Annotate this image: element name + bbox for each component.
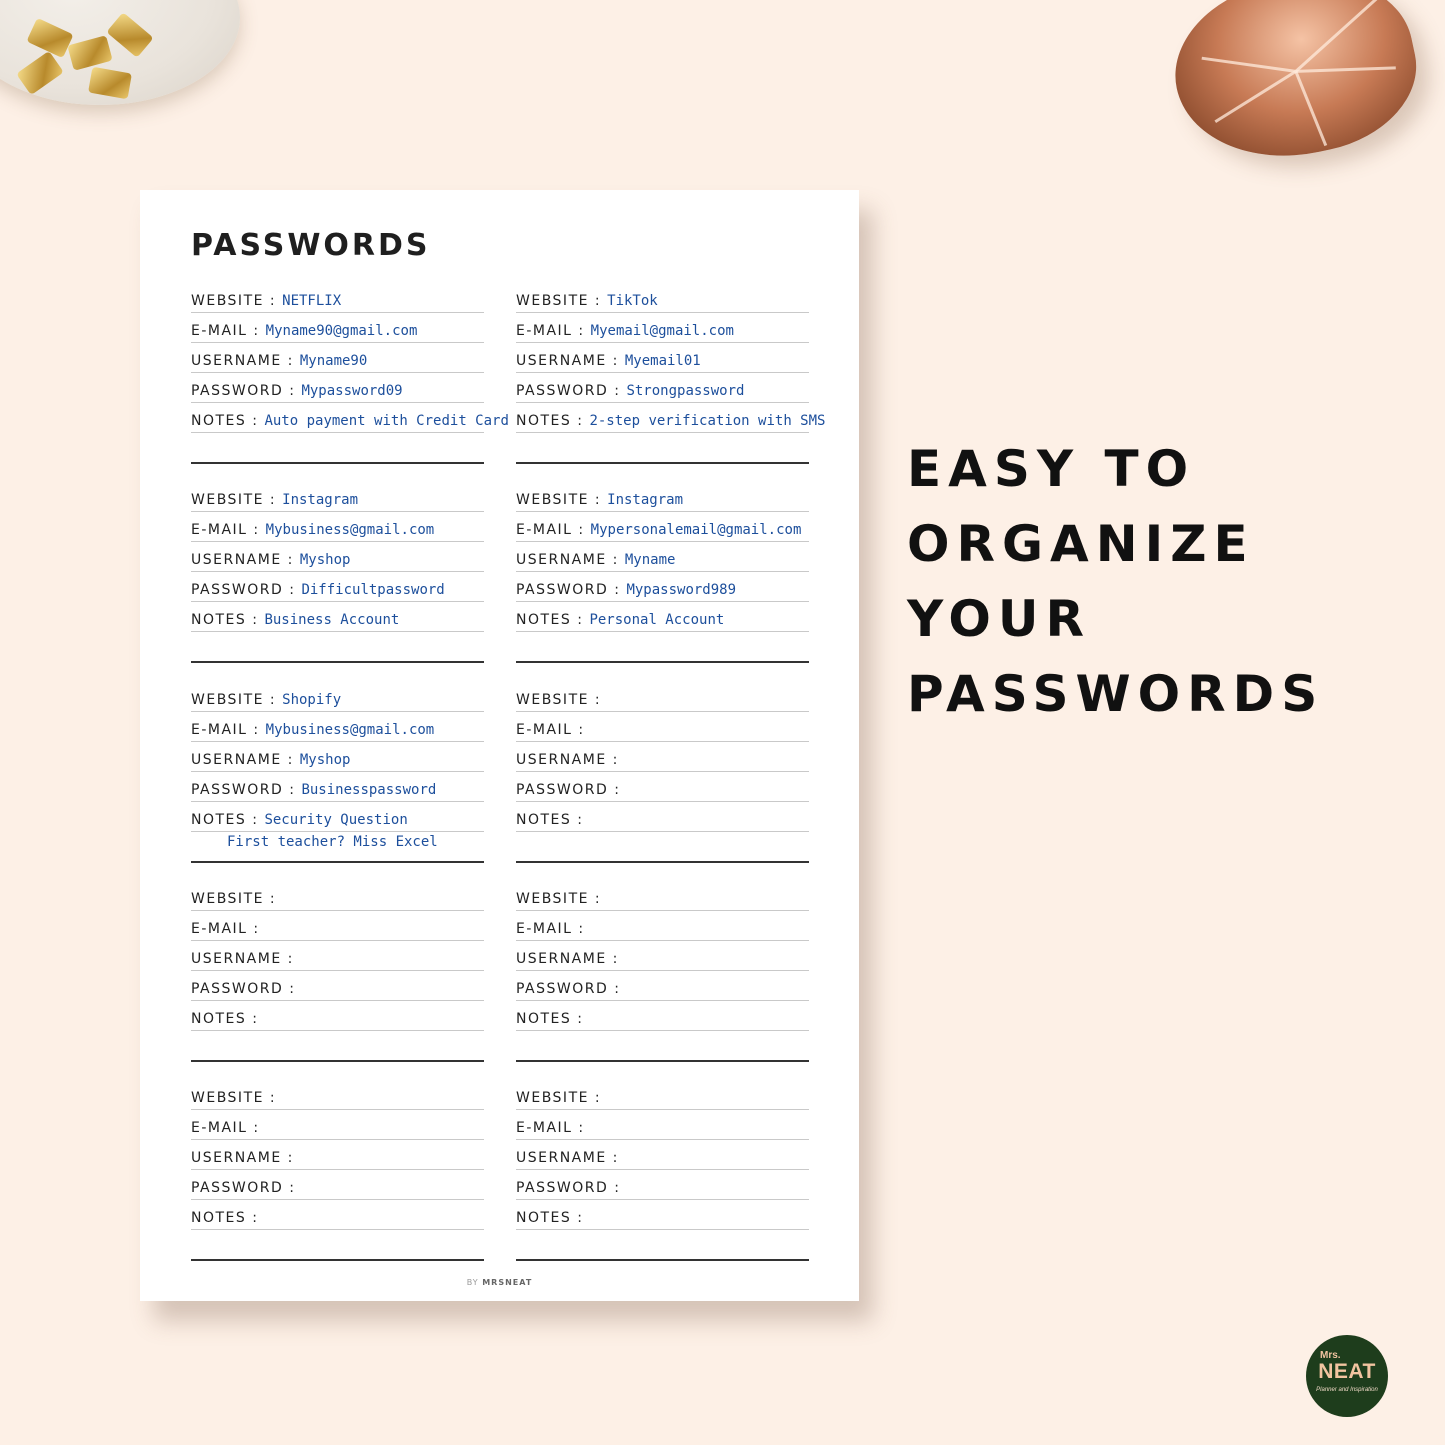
notes-value[interactable]: Business Account [264, 612, 400, 628]
notes-row [516, 602, 809, 632]
password-entry [191, 881, 484, 1062]
email-label: E-MAIL : [516, 522, 585, 538]
username-label: USERNAME : [191, 552, 294, 568]
notes-extra-row [191, 433, 484, 464]
password-row [191, 772, 484, 802]
notes-extra-row [516, 832, 809, 863]
username-row [191, 941, 484, 971]
email-row [516, 911, 809, 941]
username-row [516, 1140, 809, 1170]
website-row [191, 1080, 484, 1110]
notes-value[interactable]: Personal Account [589, 612, 725, 628]
notes-value[interactable]: 2-step verification with SMS [589, 413, 826, 429]
username-label: USERNAME : [516, 353, 619, 369]
email-row [516, 313, 809, 343]
notes-label: NOTES : [191, 812, 259, 828]
username-value[interactable]: Myshop [299, 752, 351, 768]
password-label: PASSWORD : [516, 981, 621, 997]
username-value[interactable]: Myname90 [299, 353, 368, 369]
password-row [516, 373, 809, 403]
email-label: E-MAIL : [516, 1120, 585, 1136]
username-label: USERNAME : [516, 752, 619, 768]
email-value[interactable]: Myname90@gmail.com [265, 323, 418, 339]
username-row [516, 941, 809, 971]
website-label: WEBSITE : [191, 1090, 277, 1106]
password-label: PASSWORD : [516, 582, 621, 598]
email-value[interactable]: Mybusiness@gmail.com [265, 522, 435, 538]
password-value[interactable]: Strongpassword [626, 383, 745, 399]
notes-extra-row [191, 1230, 484, 1261]
password-row [516, 971, 809, 1001]
password-label: PASSWORD : [191, 981, 296, 997]
username-label: USERNAME : [191, 353, 294, 369]
website-row [516, 682, 809, 712]
email-label: E-MAIL : [516, 323, 585, 339]
username-row [516, 742, 809, 772]
password-value[interactable]: Businesspassword [301, 782, 437, 798]
website-label: WEBSITE : [516, 492, 602, 508]
username-value[interactable]: Myname [624, 552, 676, 568]
website-row [516, 881, 809, 911]
username-label: USERNAME : [516, 1150, 619, 1166]
notes-extra-row [516, 632, 809, 663]
notes-extra-row [191, 1031, 484, 1062]
password-entry [516, 682, 809, 863]
website-label: WEBSITE : [516, 692, 602, 708]
notes-label: NOTES : [191, 612, 259, 628]
username-label: USERNAME : [516, 552, 619, 568]
username-value[interactable]: Myemail01 [624, 353, 701, 369]
password-entry [191, 482, 484, 663]
password-row [516, 772, 809, 802]
notes-value[interactable]: Auto payment with Credit Card [264, 413, 509, 429]
password-entry [191, 283, 509, 464]
notes-row [516, 403, 826, 433]
notes-extra-row [516, 433, 809, 464]
notes-row [191, 802, 484, 832]
notes-row [191, 1200, 484, 1230]
website-label: WEBSITE : [516, 293, 602, 309]
notes-row [191, 1001, 484, 1031]
username-label: USERNAME : [191, 1150, 294, 1166]
password-entry [191, 682, 484, 863]
notes-row [191, 602, 484, 632]
password-label: PASSWORD : [191, 782, 296, 798]
monstera-leaf-decoration [1159, 0, 1430, 178]
username-value[interactable]: Myshop [299, 552, 351, 568]
headline-line-1: EASY TO [907, 440, 1196, 498]
username-row [191, 742, 484, 772]
website-row [516, 482, 809, 512]
notes-label: NOTES : [191, 413, 259, 429]
notes-row [191, 403, 509, 433]
username-label: USERNAME : [191, 752, 294, 768]
notes-extra-value[interactable]: First teacher? Miss Excel [227, 834, 438, 850]
email-row [191, 1110, 484, 1140]
email-row [516, 712, 809, 742]
notes-row [516, 1001, 809, 1031]
username-row [191, 343, 484, 373]
website-value[interactable]: TikTok [607, 293, 658, 309]
website-label: WEBSITE : [191, 692, 277, 708]
email-label: E-MAIL : [191, 522, 260, 538]
email-row [191, 512, 484, 542]
email-row [191, 313, 484, 343]
password-value[interactable]: Mypassword09 [301, 383, 403, 399]
website-row [516, 283, 809, 313]
username-row [516, 542, 809, 572]
notes-label: NOTES : [516, 1210, 584, 1226]
password-label: PASSWORD : [516, 383, 621, 399]
email-row [191, 911, 484, 941]
notes-row [516, 1200, 809, 1230]
username-row [516, 343, 809, 373]
website-value[interactable]: Instagram [282, 492, 358, 508]
email-label: E-MAIL : [191, 323, 260, 339]
password-row [191, 373, 484, 403]
website-label: WEBSITE : [191, 293, 277, 309]
password-value[interactable]: Difficultpassword [301, 582, 445, 598]
website-label: WEBSITE : [191, 492, 277, 508]
paper-clips-bowl-decoration [0, 0, 240, 105]
password-entry [191, 1080, 484, 1261]
notes-label: NOTES : [516, 812, 584, 828]
mrs-neat-logo: Mrs. NEAT Planner and Inspiration [1306, 1335, 1388, 1417]
notes-value[interactable]: Security Question [264, 812, 408, 828]
headline-line-4: PASSWORDS [907, 665, 1325, 723]
password-label: PASSWORD : [516, 782, 621, 798]
notes-row [516, 802, 809, 832]
password-row [516, 572, 809, 602]
email-value[interactable]: Myemail@gmail.com [590, 323, 734, 339]
website-row [191, 881, 484, 911]
notes-label: NOTES : [516, 413, 584, 429]
notes-label: NOTES : [516, 1011, 584, 1027]
email-value[interactable]: Mybusiness@gmail.com [265, 722, 435, 738]
website-row [516, 1080, 809, 1110]
website-value[interactable]: Shopify [282, 692, 342, 708]
password-row [191, 971, 484, 1001]
password-log-sheet [140, 190, 859, 1301]
email-label: E-MAIL : [516, 722, 585, 738]
password-entry [516, 482, 809, 663]
password-row [191, 572, 484, 602]
notes-label: NOTES : [191, 1210, 259, 1226]
headline [907, 432, 1324, 732]
username-label: USERNAME : [516, 951, 619, 967]
notes-label: NOTES : [191, 1011, 259, 1027]
website-value[interactable]: Instagram [607, 492, 683, 508]
sheet-title: PASSWORDS [191, 228, 431, 263]
email-row [516, 512, 809, 542]
password-value[interactable]: Mypassword989 [626, 582, 737, 598]
username-row [191, 1140, 484, 1170]
website-row [191, 283, 484, 313]
notes-extra-row [516, 1031, 809, 1062]
username-label: USERNAME : [191, 951, 294, 967]
email-label: E-MAIL : [516, 921, 585, 937]
headline-line-3: YOUR [907, 590, 1092, 648]
password-label: PASSWORD : [191, 1180, 296, 1196]
website-label: WEBSITE : [516, 891, 602, 907]
email-label: E-MAIL : [191, 1120, 260, 1136]
email-label: E-MAIL : [191, 921, 260, 937]
username-row [191, 542, 484, 572]
website-row [191, 482, 484, 512]
password-label: PASSWORD : [191, 383, 296, 399]
email-value[interactable]: Mypersonalemail@gmail.com [590, 522, 802, 538]
email-row [191, 712, 484, 742]
website-value[interactable]: NETFLIX [282, 293, 342, 309]
headline-line-2: ORGANIZE [907, 515, 1255, 573]
notes-label: NOTES : [516, 612, 584, 628]
password-label: PASSWORD : [516, 1180, 621, 1196]
sheet-byline: BY MRSNEAT [466, 1278, 533, 1287]
email-row [516, 1110, 809, 1140]
password-entry [516, 1080, 809, 1261]
password-row [191, 1170, 484, 1200]
notes-extra-row [191, 632, 484, 663]
email-label: E-MAIL : [191, 722, 260, 738]
password-label: PASSWORD : [191, 582, 296, 598]
website-row [191, 682, 484, 712]
password-row [516, 1170, 809, 1200]
notes-extra-row [516, 1230, 809, 1261]
website-label: WEBSITE : [191, 891, 277, 907]
website-label: WEBSITE : [516, 1090, 602, 1106]
notes-extra-row [191, 832, 484, 863]
password-entry [516, 881, 809, 1062]
password-entry [516, 283, 826, 464]
